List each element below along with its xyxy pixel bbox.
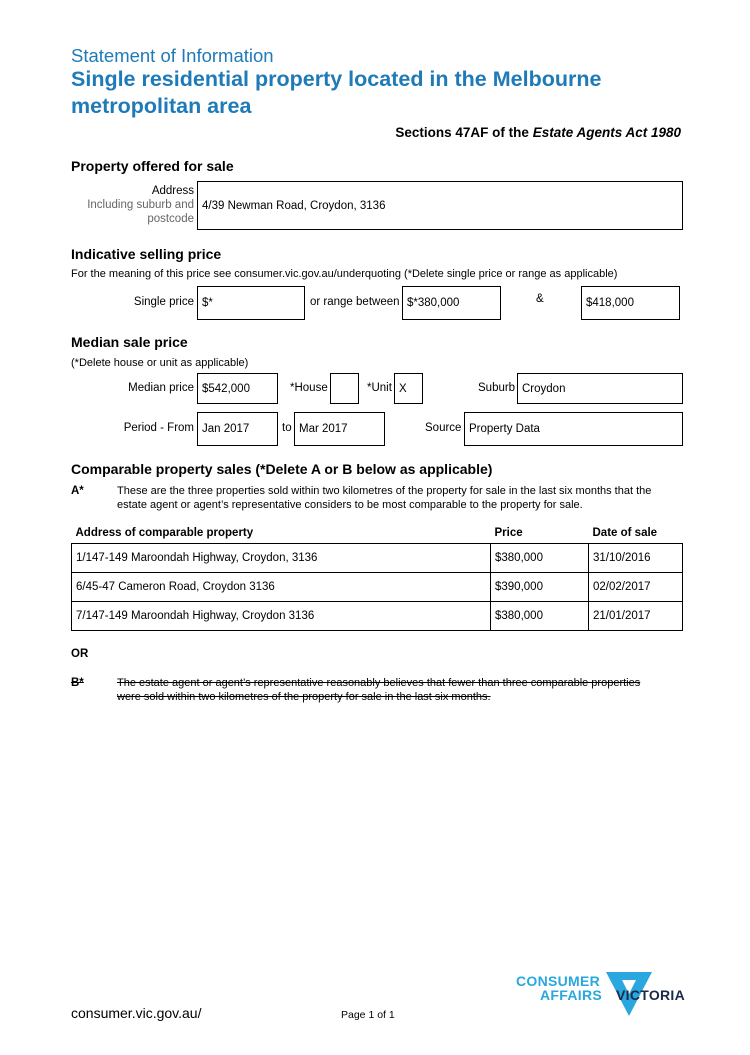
range-high-field[interactable]: $418,000 — [581, 286, 680, 320]
document-title-line1: Single residential property located in the Melbourne — [71, 67, 602, 91]
unit-field[interactable]: X — [394, 373, 423, 404]
row-address[interactable]: 6/45-47 Cameron Road, Croydon 3136 — [72, 573, 491, 602]
column-header-date: Date of sale — [592, 527, 658, 539]
footer-page-number: Page 1 of 1 — [341, 1009, 395, 1021]
address-field[interactable]: 4/39 Newman Road, Croydon, 3136 — [197, 181, 683, 230]
median-price-field[interactable]: $542,000 — [197, 373, 278, 404]
option-a-text-2: estate agent or agent’s representative considers to be most comparable to the property for sale. — [117, 499, 583, 511]
range-ampersand: & — [536, 293, 544, 305]
comparable-sales-table — [71, 523, 683, 631]
option-b-text-1: The estate agent or agent’s representative reasonably believes that fewer than three comparable properties — [117, 677, 641, 689]
table-row — [72, 602, 683, 631]
period-from-field[interactable]: Jan 2017 — [197, 412, 278, 446]
row-address[interactable]: 1/147-149 Maroondah Highway, Croydon, 3136 — [72, 544, 491, 573]
suburb-field[interactable]: Croydon — [517, 373, 683, 404]
logo-text-victoria: VICTORIA — [616, 987, 686, 1003]
logo-text-affairs: AFFAIRS — [540, 987, 602, 1003]
range-low-field[interactable]: $*380,000 — [402, 286, 501, 320]
act-reference — [395, 125, 681, 140]
period-to-label: to — [282, 422, 292, 434]
logo-text-consumer: CONSUMER — [516, 973, 601, 989]
option-b-marker: B* — [71, 677, 84, 689]
row-date[interactable]: 31/10/2016 — [589, 544, 683, 573]
address-label-3: postcode — [147, 213, 194, 225]
indicative-heading: Indicative selling price — [71, 246, 222, 262]
period-from-label: Period - From — [123, 422, 194, 434]
act-name: Estate Agents Act 1980 — [532, 125, 681, 140]
consumer-affairs-victoria-logo — [512, 970, 687, 1022]
table-row — [72, 573, 683, 602]
or-separator: OR — [71, 648, 89, 660]
source-label: Source — [425, 422, 462, 434]
single-price-label: Single price — [133, 296, 194, 308]
indicative-note: For the meaning of this price see consumer.vic.gov.au/underquoting (*Delete single price or range as applicable) — [71, 268, 618, 280]
option-a-text-1: These are the three properties sold within two kilometres of the property for sale in the last six months that the — [117, 485, 652, 497]
row-address[interactable]: 7/147-149 Maroondah Highway, Croydon 3136 — [72, 602, 491, 631]
address-label-1: Address — [151, 185, 194, 197]
median-heading: Median sale price — [71, 334, 188, 350]
house-label: *House — [290, 382, 328, 394]
address-label-2: Including suburb and — [87, 199, 194, 211]
sections-prefix: Sections 47AF of the — [395, 125, 529, 140]
source-field[interactable]: Property Data — [464, 412, 683, 446]
median-note: (*Delete house or unit as applicable) — [71, 357, 249, 369]
option-a-marker: A* — [71, 485, 84, 497]
comparable-heading: Comparable property sales (*Delete A or B below as applicable) — [71, 461, 493, 477]
column-header-address: Address of comparable property — [75, 527, 254, 539]
house-field[interactable] — [330, 373, 359, 404]
single-price-field[interactable]: $* — [197, 286, 305, 320]
row-price[interactable]: $380,000 — [491, 602, 589, 631]
median-price-label: Median price — [128, 382, 194, 394]
suburb-label: Suburb — [478, 382, 516, 394]
document-subtitle: Statement of Information — [71, 45, 274, 66]
row-date[interactable]: 02/02/2017 — [589, 573, 683, 602]
row-price[interactable]: $380,000 — [491, 544, 589, 573]
table-header-row — [72, 523, 683, 544]
row-date[interactable]: 21/01/2017 — [589, 602, 683, 631]
row-price[interactable]: $390,000 — [491, 573, 589, 602]
column-header-price: Price — [494, 527, 523, 539]
range-label: or range between — [310, 296, 400, 308]
table-row — [72, 544, 683, 573]
option-b-text-2: were sold within two kilometres of the property for sale in the last six months. — [117, 691, 491, 703]
document-title-line2: metropolitan area — [71, 94, 252, 118]
property-heading: Property offered for sale — [71, 158, 234, 174]
unit-label: *Unit — [367, 382, 392, 394]
period-to-field[interactable]: Mar 2017 — [294, 412, 385, 446]
footer-site-link[interactable]: consumer.vic.gov.au/ — [71, 1005, 202, 1021]
